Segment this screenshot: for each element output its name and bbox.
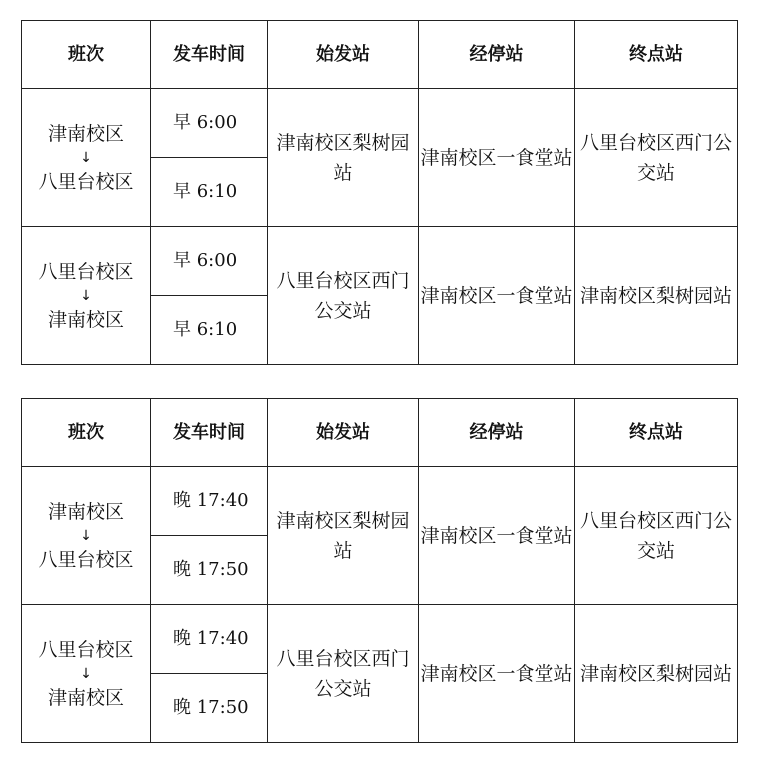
table-row — [22, 227, 738, 296]
header-row — [22, 21, 738, 89]
header-via-station: 经停站 — [419, 21, 575, 89]
terminal-station: 津南校区梨树园站 — [575, 605, 738, 743]
route-cell — [22, 89, 151, 227]
terminal-station: 津南校区梨树园站 — [575, 227, 738, 365]
header-origin-station: 始发站 — [268, 399, 419, 467]
header-departure-time: 发车时间 — [151, 21, 268, 89]
route-from: 八里台校区 — [38, 260, 134, 283]
header-terminal-station: 终点站 — [575, 399, 738, 467]
table-row — [22, 605, 738, 674]
route-to: 津南校区 — [47, 308, 124, 331]
arrow-down-icon: ↓ — [80, 665, 92, 682]
arrow-down-icon: ↓ — [80, 149, 92, 166]
departure-time: 晚 17:50 — [151, 536, 268, 605]
departure-time: 晚 17:50 — [151, 674, 268, 743]
header-departure-time: 发车时间 — [151, 399, 268, 467]
route-cell — [22, 605, 151, 743]
header-via-station: 经停站 — [419, 399, 575, 467]
evening-schedule-table — [21, 398, 738, 743]
route-to: 津南校区 — [47, 686, 124, 709]
departure-time: 晚 17:40 — [151, 467, 268, 536]
origin-station: 津南校区梨树园站 — [268, 89, 419, 227]
table-row — [22, 467, 738, 536]
route-from: 津南校区 — [47, 122, 124, 145]
origin-station: 八里台校区西门公交站 — [268, 605, 419, 743]
arrow-down-icon: ↓ — [80, 287, 92, 304]
via-station: 津南校区一食堂站 — [419, 605, 575, 743]
departure-time: 晚 17:40 — [151, 605, 268, 674]
departure-time: 早 6:10 — [151, 296, 268, 365]
morning-schedule-table — [21, 20, 738, 365]
terminal-station: 八里台校区西门公交站 — [575, 89, 738, 227]
route-from: 津南校区 — [47, 500, 124, 523]
route-cell — [22, 227, 151, 365]
header-route: 班次 — [22, 399, 151, 467]
origin-station: 津南校区梨树园站 — [268, 467, 419, 605]
departure-time: 早 6:00 — [151, 89, 268, 158]
via-station: 津南校区一食堂站 — [419, 89, 575, 227]
route-from: 八里台校区 — [38, 638, 134, 661]
route-to: 八里台校区 — [38, 548, 134, 571]
origin-station: 八里台校区西门公交站 — [268, 227, 419, 365]
header-row — [22, 399, 738, 467]
departure-time: 早 6:10 — [151, 158, 268, 227]
via-station: 津南校区一食堂站 — [419, 467, 575, 605]
header-origin-station: 始发站 — [268, 21, 419, 89]
route-to: 八里台校区 — [38, 170, 134, 193]
via-station: 津南校区一食堂站 — [419, 227, 575, 365]
table-row — [22, 89, 738, 158]
arrow-down-icon: ↓ — [80, 527, 92, 544]
departure-time: 早 6:00 — [151, 227, 268, 296]
header-terminal-station: 终点站 — [575, 21, 738, 89]
header-route: 班次 — [22, 21, 151, 89]
terminal-station: 八里台校区西门公交站 — [575, 467, 738, 605]
route-cell — [22, 467, 151, 605]
